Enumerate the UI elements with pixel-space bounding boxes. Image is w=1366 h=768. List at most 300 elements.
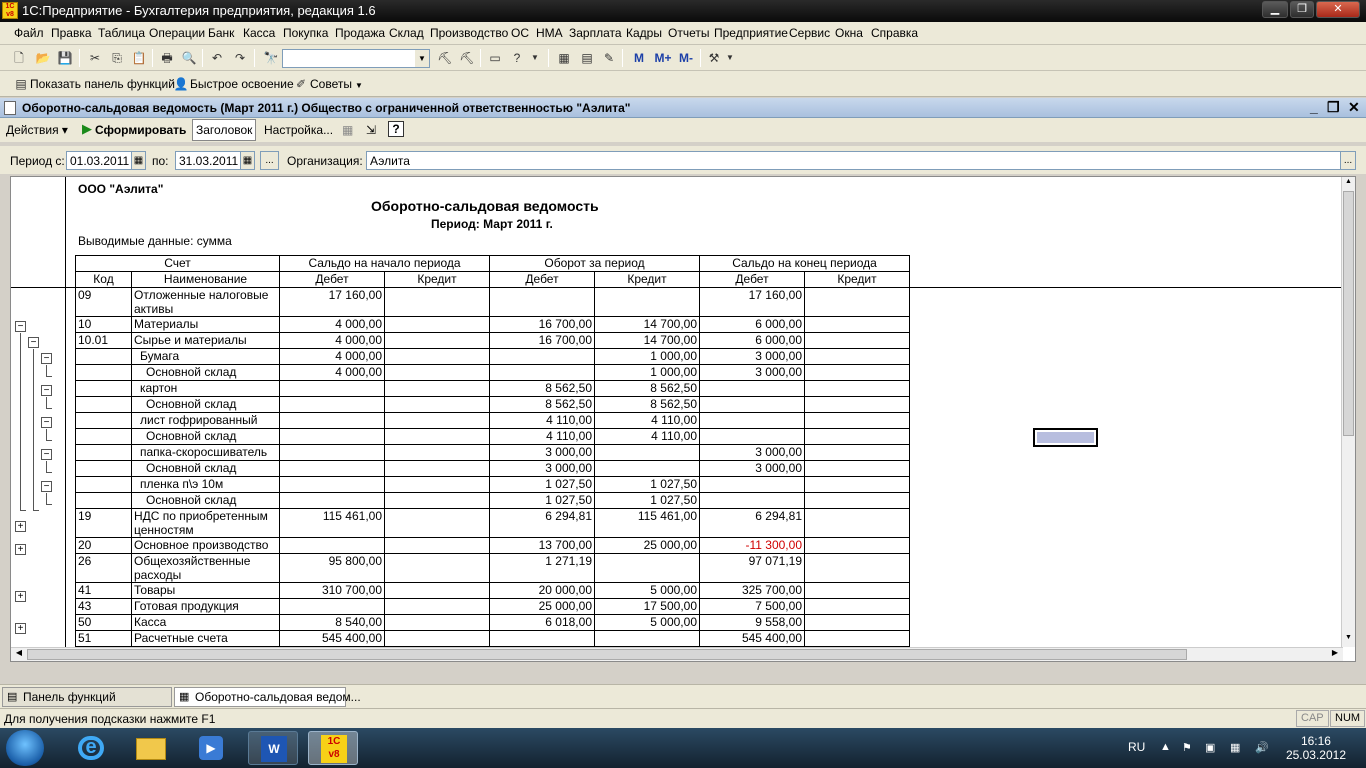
account-name-cell[interactable]: картон (132, 381, 280, 397)
table-row[interactable] (76, 381, 910, 397)
account-code-cell[interactable] (76, 381, 132, 397)
actions-menu[interactable]: Действия ▾ (6, 123, 68, 137)
closing-debit-cell[interactable]: 6 000,00 (700, 333, 805, 349)
account-code-cell[interactable]: 10 (76, 317, 132, 333)
menu-enterprise[interactable]: Предприятие (714, 26, 788, 40)
closing-credit-cell[interactable] (805, 615, 910, 631)
opening-debit-cell[interactable]: 4 000,00 (280, 349, 385, 365)
period-from-field[interactable]: 01.03.2011 (66, 151, 132, 170)
chevron-down-icon[interactable]: ▼ (415, 50, 429, 67)
opening-debit-cell[interactable]: 4 000,00 (280, 365, 385, 381)
print-icon[interactable]: 🖶 (161, 51, 173, 65)
opening-credit-cell[interactable] (385, 365, 490, 381)
opening-debit-cell[interactable] (280, 381, 385, 397)
collapse-group-10-icon[interactable]: − (15, 321, 26, 332)
closing-debit-cell[interactable]: 545 400,00 (700, 631, 805, 647)
calendar-icon[interactable]: ▦ (240, 151, 255, 170)
closing-credit-cell[interactable] (805, 381, 910, 397)
account-name-cell[interactable]: Основное производство (132, 538, 280, 554)
account-code-cell[interactable] (76, 477, 132, 493)
table-row[interactable] (76, 599, 910, 615)
table-row[interactable] (76, 509, 910, 538)
menu-service[interactable]: Сервис (789, 26, 831, 40)
menu-bank[interactable]: Банк (208, 26, 235, 40)
account-code-cell[interactable]: 51 (76, 631, 132, 647)
preview-icon[interactable]: 🔍 (181, 51, 197, 65)
window-icon[interactable]: ▭ (489, 51, 501, 65)
account-code-cell[interactable]: 43 (76, 599, 132, 615)
table-row[interactable] (76, 631, 910, 647)
account-name-cell[interactable]: Основной склад (132, 429, 280, 445)
opening-debit-cell[interactable]: 8 540,00 (280, 615, 385, 631)
scroll-up-icon[interactable]: ▲ (1345, 178, 1352, 185)
menu-edit[interactable]: Правка (51, 26, 92, 40)
horizontal-scroll-thumb[interactable] (27, 649, 1187, 660)
doc-maximize-button[interactable]: ❐ (1327, 99, 1340, 115)
doc-close-button[interactable]: ✕ (1348, 99, 1360, 115)
opening-debit-cell[interactable]: 4 000,00 (280, 333, 385, 349)
search-combo[interactable] (282, 49, 430, 68)
closing-debit-cell[interactable] (700, 477, 805, 493)
table-row[interactable] (76, 333, 910, 349)
turnover-credit-cell[interactable]: 4 110,00 (595, 429, 700, 445)
scroll-down-icon[interactable]: ▼ (1345, 634, 1352, 641)
account-name-cell[interactable]: Основной склад (132, 461, 280, 477)
account-name-cell[interactable]: Расчетные счета (132, 631, 280, 647)
quick-learning-icon: 👤 (173, 77, 189, 91)
account-code-cell[interactable] (76, 445, 132, 461)
decode-icon[interactable]: ⇲ (366, 123, 377, 137)
account-code-cell[interactable] (76, 365, 132, 381)
tips-icon: ✐ (295, 77, 307, 91)
doc-minimize-button[interactable]: _ (1310, 99, 1318, 115)
dropdown-icon[interactable]: ▼ (726, 53, 734, 62)
opening-debit-cell[interactable] (280, 538, 385, 554)
close-button[interactable]: ✕ (1316, 1, 1360, 18)
dropdown-icon[interactable]: ▼ (355, 81, 363, 90)
cut-icon[interactable]: ✂ (89, 51, 101, 65)
turnover-credit-cell[interactable]: 1 027,50 (595, 477, 700, 493)
turnover-debit-cell[interactable]: 4 110,00 (490, 413, 595, 429)
menu-windows[interactable]: Окна (835, 26, 863, 40)
opening-credit-cell[interactable] (385, 397, 490, 413)
turnover-debit-cell[interactable]: 8 562,50 (490, 381, 595, 397)
opening-credit-cell[interactable] (385, 509, 490, 538)
turnover-credit-cell[interactable] (595, 554, 700, 583)
turnover-debit-cell[interactable]: 3 000,00 (490, 445, 595, 461)
closing-debit-cell[interactable]: 6 294,81 (700, 509, 805, 538)
menu-salary[interactable]: Зарплата (569, 26, 622, 40)
turnover-credit-cell[interactable]: 17 500,00 (595, 599, 700, 615)
account-name-cell[interactable]: Сырье и материалы (132, 333, 280, 349)
turnover-debit-cell[interactable] (490, 288, 595, 317)
find-prev-icon[interactable]: ⛏ (459, 51, 475, 65)
period-from-label: Период с: (10, 154, 65, 168)
calculator-icon[interactable]: ▦ (558, 51, 570, 65)
closing-credit-cell[interactable] (805, 413, 910, 429)
opening-credit-cell[interactable] (385, 554, 490, 583)
turnover-credit-cell[interactable]: 1 000,00 (595, 349, 700, 365)
collapse-group-cardboard-icon[interactable]: − (41, 385, 52, 396)
calendar-icon[interactable]: ▦ (131, 151, 146, 170)
closing-debit-cell[interactable]: 97 071,19 (700, 554, 805, 583)
tools-icon[interactable]: ⚒ (708, 51, 720, 65)
menu-bar (0, 22, 1366, 45)
memory-minus-button[interactable]: M- (679, 51, 693, 65)
vertical-scrollbar[interactable] (1341, 177, 1355, 647)
collapse-group-film-icon[interactable]: − (41, 481, 52, 492)
closing-debit-cell[interactable]: 3 000,00 (700, 365, 805, 381)
table-row[interactable] (76, 538, 910, 554)
closing-credit-cell[interactable] (805, 583, 910, 599)
closing-debit-cell[interactable] (700, 493, 805, 509)
opening-debit-cell[interactable] (280, 397, 385, 413)
turnover-debit-cell[interactable]: 3 000,00 (490, 461, 595, 477)
turnover-debit-cell[interactable]: 16 700,00 (490, 317, 595, 333)
opening-credit-cell[interactable] (385, 288, 490, 317)
caps-indicator: CAP (1296, 710, 1329, 727)
tips-button[interactable]: Советы (310, 77, 352, 91)
find-next-icon[interactable]: ⛏ (437, 51, 453, 65)
network-icon[interactable]: ▦ (1230, 742, 1241, 754)
account-code-cell[interactable] (76, 413, 132, 429)
opening-credit-cell[interactable] (385, 477, 490, 493)
closing-debit-cell[interactable]: -11 300,00 (700, 538, 805, 554)
menu-hr[interactable]: Кадры (626, 26, 662, 40)
closing-credit-cell[interactable] (805, 538, 910, 554)
opening-debit-cell[interactable]: 17 160,00 (280, 288, 385, 317)
closing-credit-cell[interactable] (805, 333, 910, 349)
turnover-credit-cell[interactable] (595, 288, 700, 317)
opening-credit-cell[interactable] (385, 445, 490, 461)
table-row[interactable] (76, 317, 910, 333)
table-row[interactable] (76, 583, 910, 599)
turnover-credit-cell[interactable]: 115 461,00 (595, 509, 700, 538)
scroll-left-icon[interactable]: ◀ (15, 648, 23, 657)
opening-credit-cell[interactable] (385, 317, 490, 333)
turnover-debit-cell[interactable] (490, 631, 595, 647)
opening-debit-cell[interactable] (280, 599, 385, 615)
table-row[interactable] (76, 397, 910, 413)
account-name-cell[interactable]: НДС по приобретенным ценностям (132, 509, 280, 538)
closing-credit-cell[interactable] (805, 397, 910, 413)
table-row[interactable] (76, 615, 910, 631)
report-icon[interactable]: ▦ (342, 123, 354, 137)
dropdown-icon[interactable]: ▼ (531, 53, 539, 62)
menu-cash[interactable]: Касса (243, 26, 276, 40)
closing-credit-cell[interactable] (805, 554, 910, 583)
turnover-debit-cell[interactable]: 8 562,50 (490, 397, 595, 413)
1c-taskbar-icon[interactable]: 1С v8 (308, 731, 358, 765)
1c-app-icon: 1С v8 (2, 2, 18, 19)
account-code-cell[interactable] (76, 493, 132, 509)
turnover-credit-cell[interactable] (595, 631, 700, 647)
save-icon[interactable]: 💾 (57, 51, 73, 65)
quick-learning-button[interactable]: Быстрое освоение (190, 77, 294, 91)
expand-group-50-icon[interactable]: + (15, 623, 26, 634)
turnover-credit-cell[interactable] (595, 461, 700, 477)
help-icon[interactable]: ? (388, 121, 404, 137)
table-row[interactable] (76, 554, 910, 583)
menu-file[interactable]: Файл (14, 26, 44, 40)
copy-icon[interactable]: ⎘ (112, 51, 122, 65)
turnover-debit-cell[interactable]: 1 271,19 (490, 554, 595, 583)
account-code-cell[interactable] (76, 397, 132, 413)
closing-credit-cell[interactable] (805, 631, 910, 647)
flag-icon[interactable]: ⚑ (1182, 742, 1192, 754)
show-functions-panel-button[interactable]: Показать панель функций (30, 77, 175, 91)
account-code-cell[interactable]: 09 (76, 288, 132, 317)
memory-plus-button[interactable]: M+ (654, 51, 672, 65)
organization-field[interactable]: Аэлита (366, 151, 1341, 170)
closing-credit-cell[interactable] (805, 349, 910, 365)
account-code-cell[interactable]: 26 (76, 554, 132, 583)
closing-debit-cell[interactable]: 3 000,00 (700, 461, 805, 477)
closing-credit-cell[interactable] (805, 493, 910, 509)
internet-explorer-icon[interactable]: e (66, 731, 116, 765)
account-name-cell[interactable]: Материалы (132, 317, 280, 333)
account-code-cell[interactable]: 41 (76, 583, 132, 599)
help-1c-icon[interactable]: ? (513, 51, 521, 65)
device-icon[interactable]: ▣ (1205, 742, 1216, 754)
expand-group-20-icon[interactable]: + (15, 544, 26, 555)
collapse-group-folder-icon[interactable]: − (41, 449, 52, 460)
menu-production[interactable]: Производство (430, 26, 509, 40)
period-select-button[interactable]: ... (260, 151, 279, 170)
media-player-icon[interactable]: ▶ (186, 731, 236, 765)
opening-credit-cell[interactable] (385, 333, 490, 349)
menu-warehouse[interactable]: Склад (389, 26, 424, 40)
closing-credit-cell[interactable] (805, 509, 910, 538)
closing-debit-cell[interactable]: 9 558,00 (700, 615, 805, 631)
opening-credit-cell[interactable] (385, 583, 490, 599)
turnover-debit-cell[interactable]: 1 027,50 (490, 477, 595, 493)
opening-credit-cell[interactable] (385, 538, 490, 554)
new-document-icon[interactable]: 🗋 (14, 51, 24, 65)
word-taskbar-icon[interactable]: W (248, 731, 298, 765)
closing-credit-cell[interactable] (805, 461, 910, 477)
account-name-cell[interactable]: пленка п\э 10м (132, 477, 280, 493)
system-clock[interactable] (1286, 734, 1346, 762)
opening-credit-cell[interactable] (385, 493, 490, 509)
closing-credit-cell[interactable] (805, 477, 910, 493)
menu-operations[interactable]: Операции (149, 26, 206, 40)
opening-debit-cell[interactable]: 95 800,00 (280, 554, 385, 583)
turnover-credit-cell[interactable]: 14 700,00 (595, 317, 700, 333)
opening-debit-cell[interactable] (280, 493, 385, 509)
menu-purchase[interactable]: Покупка (283, 26, 329, 40)
turnover-credit-cell[interactable]: 25 000,00 (595, 538, 700, 554)
collapse-group-sheet-icon[interactable]: − (41, 417, 52, 428)
turnover-debit-cell[interactable] (490, 349, 595, 365)
language-indicator[interactable]: RU (1128, 740, 1146, 754)
table-row[interactable] (76, 445, 910, 461)
closing-debit-cell[interactable]: 6 000,00 (700, 317, 805, 333)
vertical-scroll-thumb[interactable] (1343, 191, 1354, 436)
organization-label: Организация: (287, 154, 363, 168)
menu-nma[interactable]: НМА (536, 26, 563, 40)
turnover-debit-cell[interactable]: 13 700,00 (490, 538, 595, 554)
turnover-debit-cell[interactable]: 6 018,00 (490, 615, 595, 631)
num-indicator: NUM (1330, 710, 1365, 727)
account-name-cell[interactable]: Бумага (132, 349, 280, 365)
account-code-cell[interactable]: 20 (76, 538, 132, 554)
turnover-credit-cell[interactable]: 4 110,00 (595, 413, 700, 429)
opening-debit-cell[interactable]: 115 461,00 (280, 509, 385, 538)
closing-credit-cell[interactable] (805, 288, 910, 317)
account-name-cell[interactable]: Отложенные налоговые активы (132, 288, 280, 317)
period-bar (0, 146, 1366, 174)
show-hidden-icons-icon[interactable]: ▲ (1160, 741, 1171, 753)
closing-credit-cell[interactable] (805, 365, 910, 381)
table-row[interactable] (76, 288, 910, 317)
table-row[interactable] (76, 429, 910, 445)
account-code-cell[interactable] (76, 461, 132, 477)
table-row[interactable] (76, 477, 910, 493)
volume-icon[interactable]: 🔊 (1255, 742, 1269, 754)
collapse-group-paper-icon[interactable]: − (41, 353, 52, 364)
opening-credit-cell[interactable] (385, 615, 490, 631)
account-name-cell[interactable]: Готовая продукция (132, 599, 280, 615)
opening-debit-cell[interactable]: 545 400,00 (280, 631, 385, 647)
tab-turnover-report[interactable]: ▦ Оборотно-сальдовая ведом... (174, 687, 346, 707)
turnover-credit-cell[interactable]: 1 000,00 (595, 365, 700, 381)
menu-sales[interactable]: Продажа (335, 26, 386, 40)
opening-credit-cell[interactable] (385, 429, 490, 445)
account-name-cell[interactable]: папка-скоросшиватель (132, 445, 280, 461)
menu-reports[interactable]: Отчеты (668, 26, 710, 40)
header-toggle-button[interactable]: Заголовок (192, 119, 256, 141)
turnover-credit-cell[interactable]: 5 000,00 (595, 583, 700, 599)
account-name-cell[interactable]: Основной склад (132, 397, 280, 413)
menu-table[interactable]: Таблица (98, 26, 146, 40)
closing-debit-cell[interactable] (700, 413, 805, 429)
turnover-credit-cell[interactable]: 8 562,50 (595, 381, 700, 397)
table-row[interactable] (76, 413, 910, 429)
turnover-debit-cell[interactable]: 6 294,81 (490, 509, 595, 538)
status-hint: Для получения подсказки нажмите F1 (4, 712, 216, 726)
opening-credit-cell[interactable] (385, 599, 490, 615)
turnover-credit-cell[interactable]: 8 562,50 (595, 397, 700, 413)
closing-debit-cell[interactable] (700, 429, 805, 445)
selected-cell[interactable] (1033, 428, 1098, 447)
settings-button[interactable]: Настройка... (264, 123, 334, 137)
collapse-group-1001-icon[interactable]: − (28, 337, 39, 348)
scroll-right-icon[interactable]: ▶ (1331, 648, 1339, 657)
organization-select-button[interactable]: ... (1340, 151, 1356, 170)
opening-credit-cell[interactable] (385, 461, 490, 477)
table-row[interactable] (76, 461, 910, 477)
turnover-credit-cell[interactable]: 5 000,00 (595, 615, 700, 631)
maximize-button[interactable]: ❐ (1290, 1, 1314, 18)
turnover-debit-cell[interactable]: 20 000,00 (490, 583, 595, 599)
calendar-icon[interactable]: ▤ (581, 51, 593, 65)
menu-help[interactable]: Справка (871, 26, 919, 40)
account-name-cell[interactable]: Основной склад (132, 365, 280, 381)
opening-credit-cell[interactable] (385, 349, 490, 365)
opening-credit-cell[interactable] (385, 413, 490, 429)
opening-debit-cell[interactable] (280, 477, 385, 493)
account-code-cell[interactable]: 50 (76, 615, 132, 631)
open-icon[interactable]: 📂 (35, 51, 51, 65)
closing-debit-cell[interactable] (700, 381, 805, 397)
opening-debit-cell[interactable] (280, 445, 385, 461)
turnover-debit-cell[interactable]: 16 700,00 (490, 333, 595, 349)
expand-group-41-icon[interactable]: + (15, 591, 26, 602)
turnover-debit-cell[interactable]: 4 110,00 (490, 429, 595, 445)
tab-functions-panel[interactable]: ▤ Панель функций (2, 687, 172, 707)
main-toolbar (0, 45, 1366, 71)
closing-debit-cell[interactable] (700, 397, 805, 413)
header-turnover: Оборот за период (490, 256, 700, 272)
account-name-cell[interactable]: Общехозяйственные расходы (132, 554, 280, 583)
turnover-debit-cell[interactable]: 25 000,00 (490, 599, 595, 615)
undo-icon[interactable]: ↶ (211, 51, 223, 65)
closing-credit-cell[interactable] (805, 429, 910, 445)
explorer-folder-icon[interactable] (126, 731, 176, 765)
opening-credit-cell[interactable] (385, 381, 490, 397)
closing-debit-cell[interactable]: 3 000,00 (700, 445, 805, 461)
opening-credit-cell[interactable] (385, 631, 490, 647)
expand-group-19-icon[interactable]: + (15, 521, 26, 532)
opening-debit-cell[interactable] (280, 429, 385, 445)
account-code-cell[interactable]: 19 (76, 509, 132, 538)
minimize-button[interactable]: ▁ (1262, 1, 1288, 18)
account-name-cell[interactable]: Касса (132, 615, 280, 631)
generate-button[interactable]: Сформировать (95, 123, 187, 137)
turnover-debit-cell[interactable]: 1 027,50 (490, 493, 595, 509)
closing-credit-cell[interactable] (805, 599, 910, 615)
account-name-cell[interactable]: Товары (132, 583, 280, 599)
opening-debit-cell[interactable]: 310 700,00 (280, 583, 385, 599)
account-code-cell[interactable]: 10.01 (76, 333, 132, 349)
horizontal-scrollbar[interactable] (11, 647, 1343, 661)
header-code: Код (76, 272, 132, 288)
memory-m-button[interactable]: M (634, 51, 644, 65)
closing-debit-cell[interactable]: 325 700,00 (700, 583, 805, 599)
turnover-debit-cell[interactable] (490, 365, 595, 381)
opening-debit-cell[interactable] (280, 461, 385, 477)
quick-toolbar (0, 71, 1366, 97)
find-icon[interactable]: 🔭 (263, 51, 279, 65)
magic-icon[interactable]: ✎ (603, 51, 615, 65)
opening-debit-cell[interactable] (280, 413, 385, 429)
menu-os[interactable]: ОС (511, 26, 529, 40)
account-name-cell[interactable]: Основной склад (132, 493, 280, 509)
closing-credit-cell[interactable] (805, 317, 910, 333)
table-row[interactable] (76, 349, 910, 365)
closing-debit-cell[interactable]: 7 500,00 (700, 599, 805, 615)
account-code-cell[interactable] (76, 429, 132, 445)
turnover-credit-cell[interactable]: 1 027,50 (595, 493, 700, 509)
table-row[interactable] (76, 493, 910, 509)
closing-credit-cell[interactable] (805, 445, 910, 461)
table-row[interactable] (76, 365, 910, 381)
closing-debit-cell[interactable]: 17 160,00 (700, 288, 805, 317)
closing-debit-cell[interactable]: 3 000,00 (700, 349, 805, 365)
report-spreadsheet[interactable] (10, 176, 1356, 662)
header-opening-debit: Дебет (280, 272, 385, 288)
start-button[interactable] (6, 730, 44, 766)
turnover-credit-cell[interactable]: 14 700,00 (595, 333, 700, 349)
account-name-cell[interactable]: лист гофрированный (132, 413, 280, 429)
account-code-cell[interactable] (76, 349, 132, 365)
opening-debit-cell[interactable]: 4 000,00 (280, 317, 385, 333)
redo-icon[interactable]: ↷ (234, 51, 246, 65)
period-to-field[interactable]: 31.03.2011 (175, 151, 241, 170)
paste-icon[interactable]: 📋 (131, 51, 147, 65)
turnover-credit-cell[interactable] (595, 445, 700, 461)
